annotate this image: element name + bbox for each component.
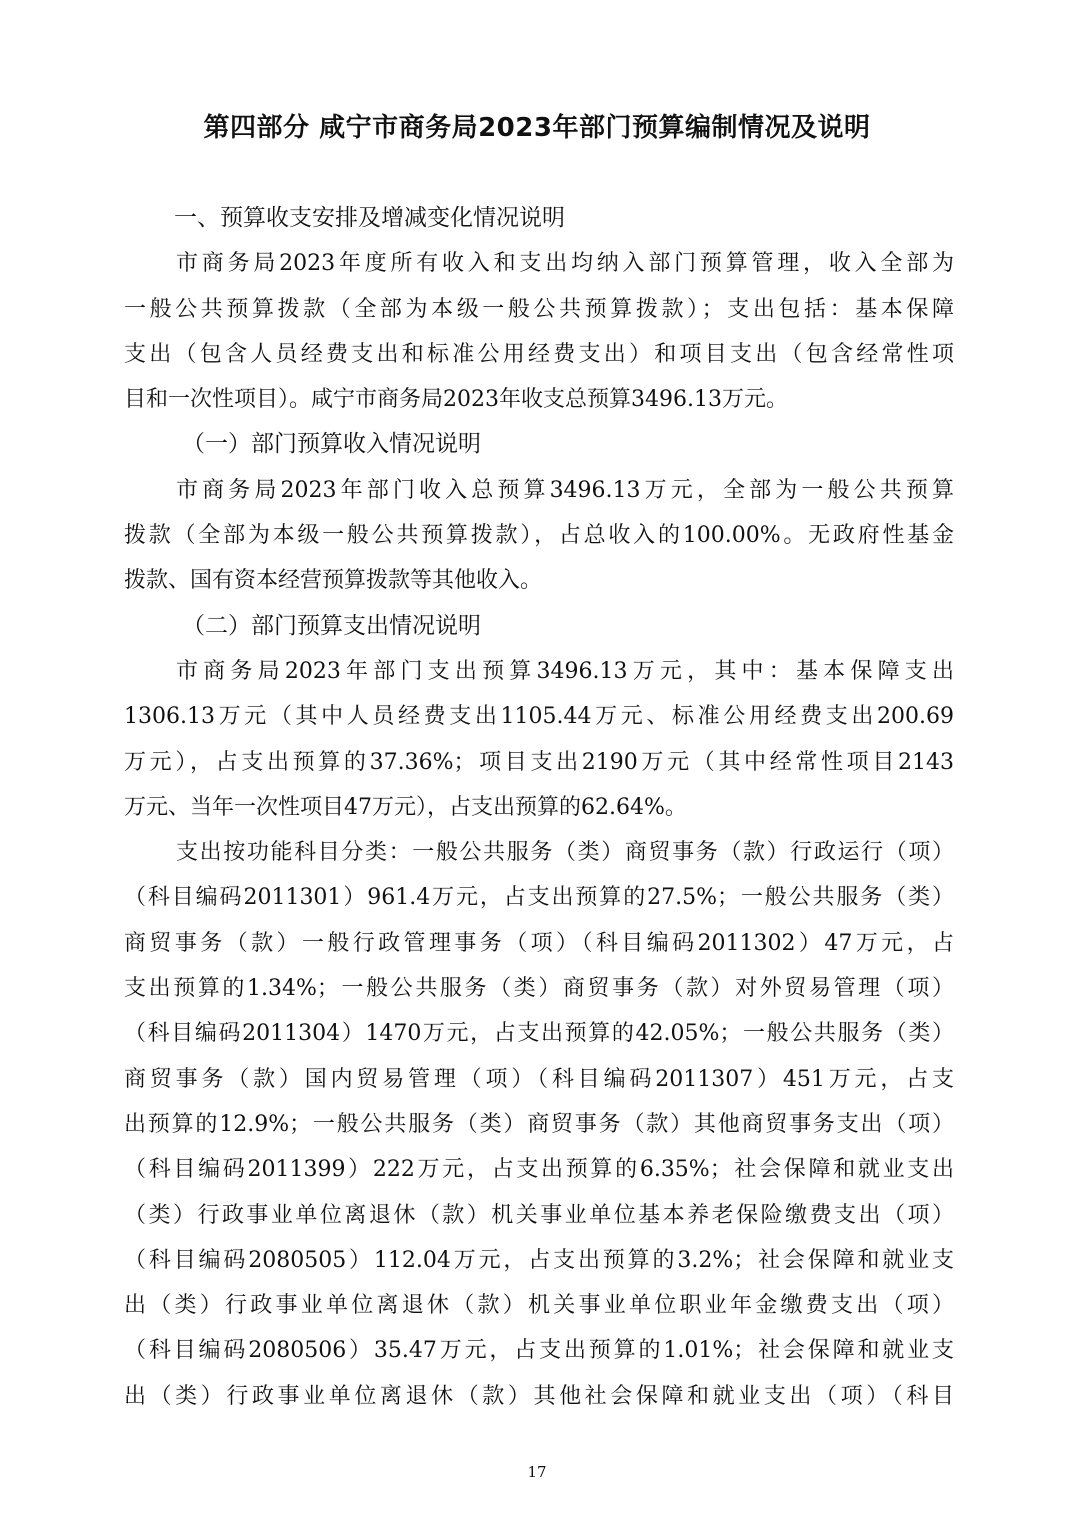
paragraph-budget-overview	[124, 241, 954, 422]
subsection-heading-income: （一）部门预算收入情况说明	[182, 431, 481, 458]
paragraph-line: 出预算的12.9%；一般公共服务（类）商贸事务（款）其他商贸事务支出（项）	[124, 1111, 954, 1137]
paragraph-line: 万元），占支出预算的37.36%；项目支出2190万元（其中经常性项目2143	[124, 749, 954, 775]
paragraph-income	[124, 468, 954, 604]
paragraph-line: 出（类）行政事业单位离退休（款）机关事业单位职业年金缴费支出（项）	[124, 1293, 954, 1319]
page-title: 第四部分 咸宁市商务局2023年部门预算编制情况及说明	[203, 113, 871, 143]
paragraph-line: （科目编码2011304）1470万元，占支出预算的42.05%；一般公共服务（类）	[124, 1021, 954, 1047]
section-heading-budget-overview: 一、预算收支安排及增减变化情况说明	[174, 205, 565, 231]
paragraph-line: 市商务局2023年度所有收入和支出均纳入部门预算管理，收入全部为	[176, 251, 954, 277]
paragraph-line: （科目编码2011301）961.4万元，占支出预算的27.5%；一般公共服务（类）	[124, 885, 954, 911]
subsection-heading-expenditure: （二）部门预算支出情况说明	[182, 612, 481, 639]
paragraph-line: 商贸事务（款）国内贸易管理（项）（科目编码2011307）451万元，占支	[124, 1066, 954, 1092]
paragraph-line: 支出按功能科目分类：一般公共服务（类）商贸事务（款）行政运行（项）	[176, 840, 954, 866]
paragraph-functional-classification	[124, 830, 954, 1419]
paragraph-line: 万元、当年一次性项目47万元），占支出预算的62.64%。	[124, 794, 687, 820]
document-body	[124, 196, 954, 1419]
paragraph-line: 商贸事务（款）一般行政管理事务（项）（科目编码2011302）47万元，占	[124, 930, 954, 956]
paragraph-line: 拨款、国有资本经营预算拨款等其他收入。	[124, 568, 543, 594]
paragraph-line: （类）行政事业单位离退休（款）机关事业单位基本养老保险缴费支出（项）	[124, 1202, 954, 1228]
paragraph-line: （科目编码2080505）112.04万元，占支出预算的3.2%；社会保障和就业支	[124, 1247, 954, 1273]
paragraph-line: 拨款（全部为本级一般公共预算拨款），占总收入的100.00%。无政府性基金	[124, 523, 954, 549]
paragraph-line: 支出（包含人员经费支出和标准公用经费支出）和项目支出（包含经常性项	[124, 341, 954, 367]
paragraph-line: 1306.13万元（其中人员经费支出1105.44万元、标准公用经费支出200.69	[124, 704, 954, 730]
paragraph-line: 一般公共预算拨款（全部为本级一般公共预算拨款）；支出包括：基本保障	[124, 296, 954, 322]
paragraph-expenditure	[124, 649, 954, 830]
paragraph-line: 支出预算的1.34%；一般公共服务（类）商贸事务（款）对外贸易管理（项）	[124, 976, 954, 1002]
paragraph-line: 市商务局2023年部门收入总预算3496.13万元，全部为一般公共预算	[176, 477, 954, 503]
paragraph-line: （科目编码2011399）222万元，占支出预算的6.35%；社会保障和就业支出	[124, 1157, 954, 1183]
page-number: 17	[527, 1463, 547, 1481]
paragraph-line: 出（类）行政事业单位离退休（款）其他社会保障和就业支出（项）（科目	[124, 1383, 954, 1409]
paragraph-line: （科目编码2080506）35.47万元，占支出预算的1.01%；社会保障和就业支	[124, 1338, 954, 1364]
paragraph-line: 目和一次性项目）。咸宁市商务局2023年收支总预算3496.13万元。	[124, 387, 788, 413]
paragraph-line: 市商务局2023年部门支出预算3496.13万元，其中：基本保障支出	[176, 658, 954, 684]
